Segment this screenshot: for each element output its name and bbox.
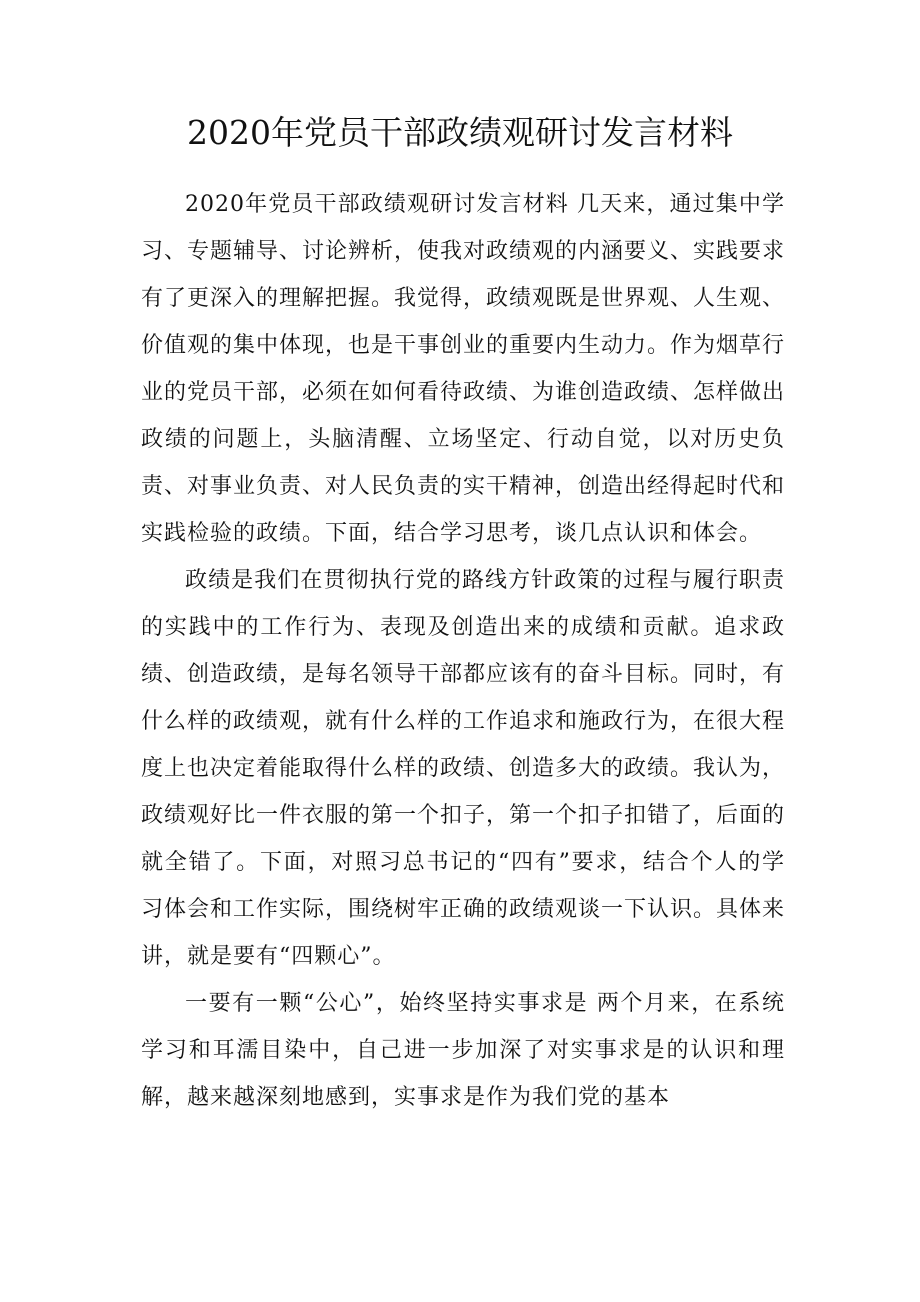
- paragraph-intro: 2020年党员干部政绩观研讨发言材料 几天来，通过集中学习、专题辅导、讨论辨析，使我对政绩观的内涵要义、实践要求有了更深入的理解把握。我觉得，政绩观既是世界观、人生观、价值观的集中体现，也是干事创业的重要内生动力。作为烟草行业的党员干部，必须在如何看待政绩、为谁创造政绩、怎样做出政绩的问题上，头脑清醒、立场坚定、行动自觉，以对历史负责、对事业负责、对人民负责的实干精神，创造出经得起时代和实践检验的政绩。下面，结合学习思考，谈几点认识和体会。: [141, 192, 786, 546]
- document-body: [141, 181, 785, 1121]
- document-title: 2020年党员干部政绩观研讨发言材料: [187, 113, 733, 152]
- paragraph-political-achievement: 政绩是我们在贯彻执行党的路线方针政策的过程与履行职责的实践中的工作行为、表现及创造出来的成绩和贡献。追求政绩、创造政绩，是每名领导干部都应该有的奋斗目标。同时，有什么样的政绩观，就有什么样的工作追求和施政行为，在很大程度上也决定着能取得什么样的政绩、创造多大的政绩。我认为，政绩观好比一件衣服的第一个扣子，第一个扣子扣错了，后面的就全错了。下面，对照习总书记的“四有”要求，结合个人的学习体会和工作实际，围绕树牢正确的政绩观谈一下认识。具体来讲，就是要有“四颗心”。: [141, 568, 786, 969]
- paragraph-public-heart: 一要有一颗“公心”，始终坚持实事求是 两个月来，在系统学习和耳濡目染中，自己进一步加深了对实事求是的认识和理解，越来越深刻地感到，实事求是作为我们党的基本: [141, 991, 785, 1110]
